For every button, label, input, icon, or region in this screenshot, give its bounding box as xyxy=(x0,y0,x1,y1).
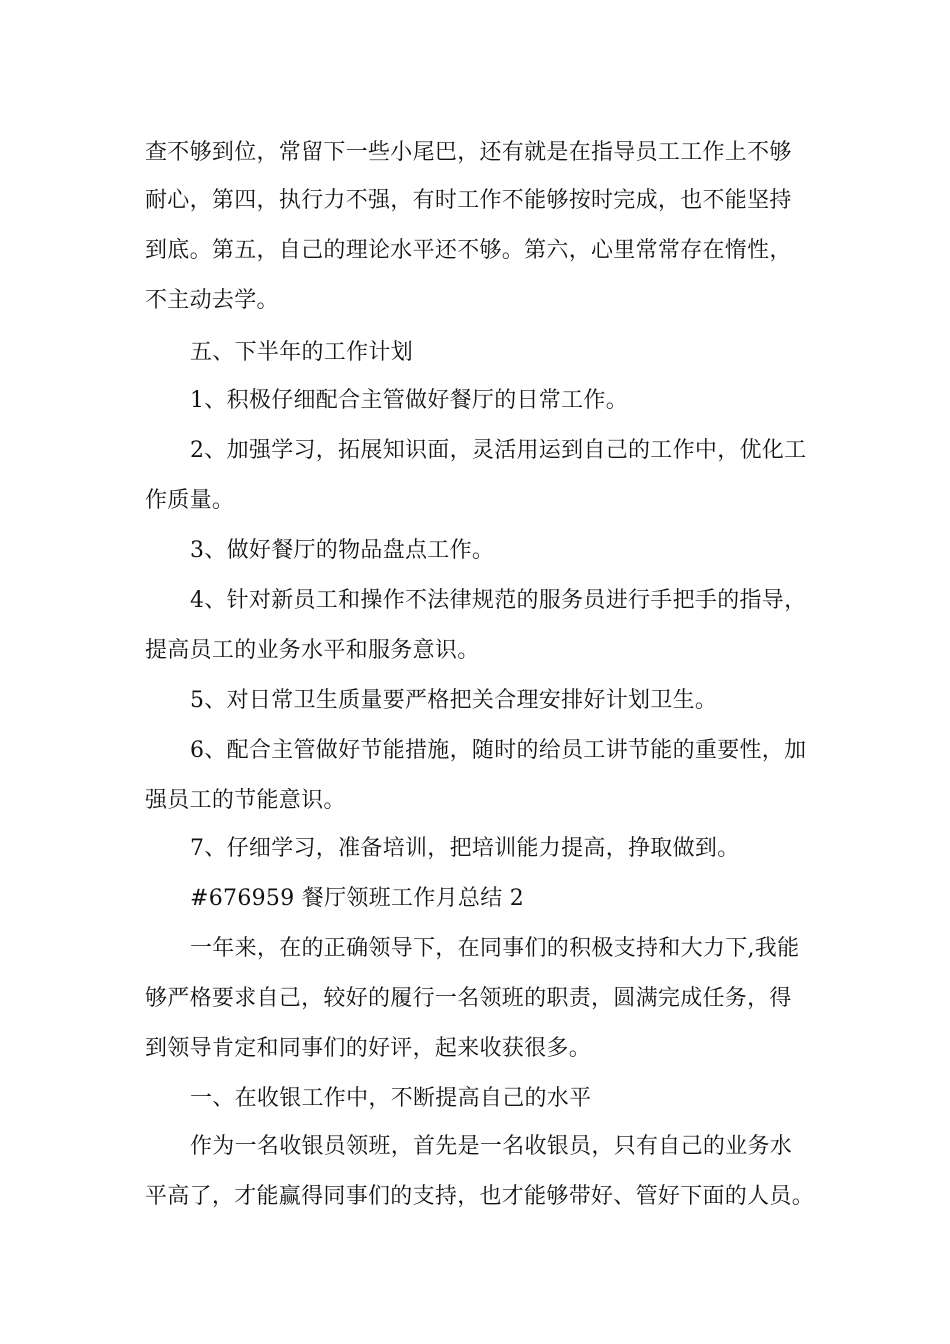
list-item: 2、加强学习，拓展知识面，灵活用运到自己的工作中，优化工 xyxy=(190,438,807,463)
section-heading: 一、在收银工作中，不断提高自己的水平 xyxy=(190,1086,592,1111)
text-line: 一年来，在的正确领导下，在同事们的积极支持和大力下,我能 xyxy=(190,936,800,961)
text-line: 到底。第五，自己的理论水平还不够。第六，心里常常存在惰性， xyxy=(145,238,792,263)
list-item: 3、做好餐厅的物品盘点工作。 xyxy=(190,538,495,563)
section-heading: 五、下半年的工作计划 xyxy=(190,340,414,365)
text-line: 到领导肯定和同事们的好评，起来收获很多。 xyxy=(145,1036,592,1061)
list-item: 1、积极仔细配合主管做好餐厅的日常工作。 xyxy=(190,388,628,413)
text-line: 平高了，才能赢得同事们的支持，也才能够带好、管好下面的人员。 xyxy=(145,1184,815,1209)
section-title: #676959 餐厅领班工作月总结 2 xyxy=(190,886,525,911)
text-line: 查不够到位，常留下一些小尾巴，还有就是在指导员工工作上不够 xyxy=(145,140,792,165)
text-line: 耐心，第四，执行力不强，有时工作不能够按时完成，也不能坚持 xyxy=(145,188,792,213)
text-line: 作质量。 xyxy=(145,488,235,513)
text-line: 够严格要求自己，较好的履行一名领班的职责，圆满完成任务，得 xyxy=(145,986,792,1011)
list-item: 7、仔细学习，准备培训，把培训能力提高，挣取做到。 xyxy=(190,836,740,861)
list-item: 4、针对新员工和操作不法律规范的服务员进行手把手的指导， xyxy=(190,588,807,613)
list-item: 6、配合主管做好节能措施，随时的给员工讲节能的重要性，加 xyxy=(190,738,807,763)
list-item: 5、对日常卫生质量要严格把关合理安排好计划卫生。 xyxy=(190,688,718,713)
text-line: 强员工的节能意识。 xyxy=(145,788,346,813)
text-line: 不主动去学。 xyxy=(145,288,279,313)
text-line: 作为一名收银员领班，首先是一名收银员，只有自己的业务水 xyxy=(190,1134,793,1159)
text-line: 提高员工的业务水平和服务意识。 xyxy=(145,638,480,663)
